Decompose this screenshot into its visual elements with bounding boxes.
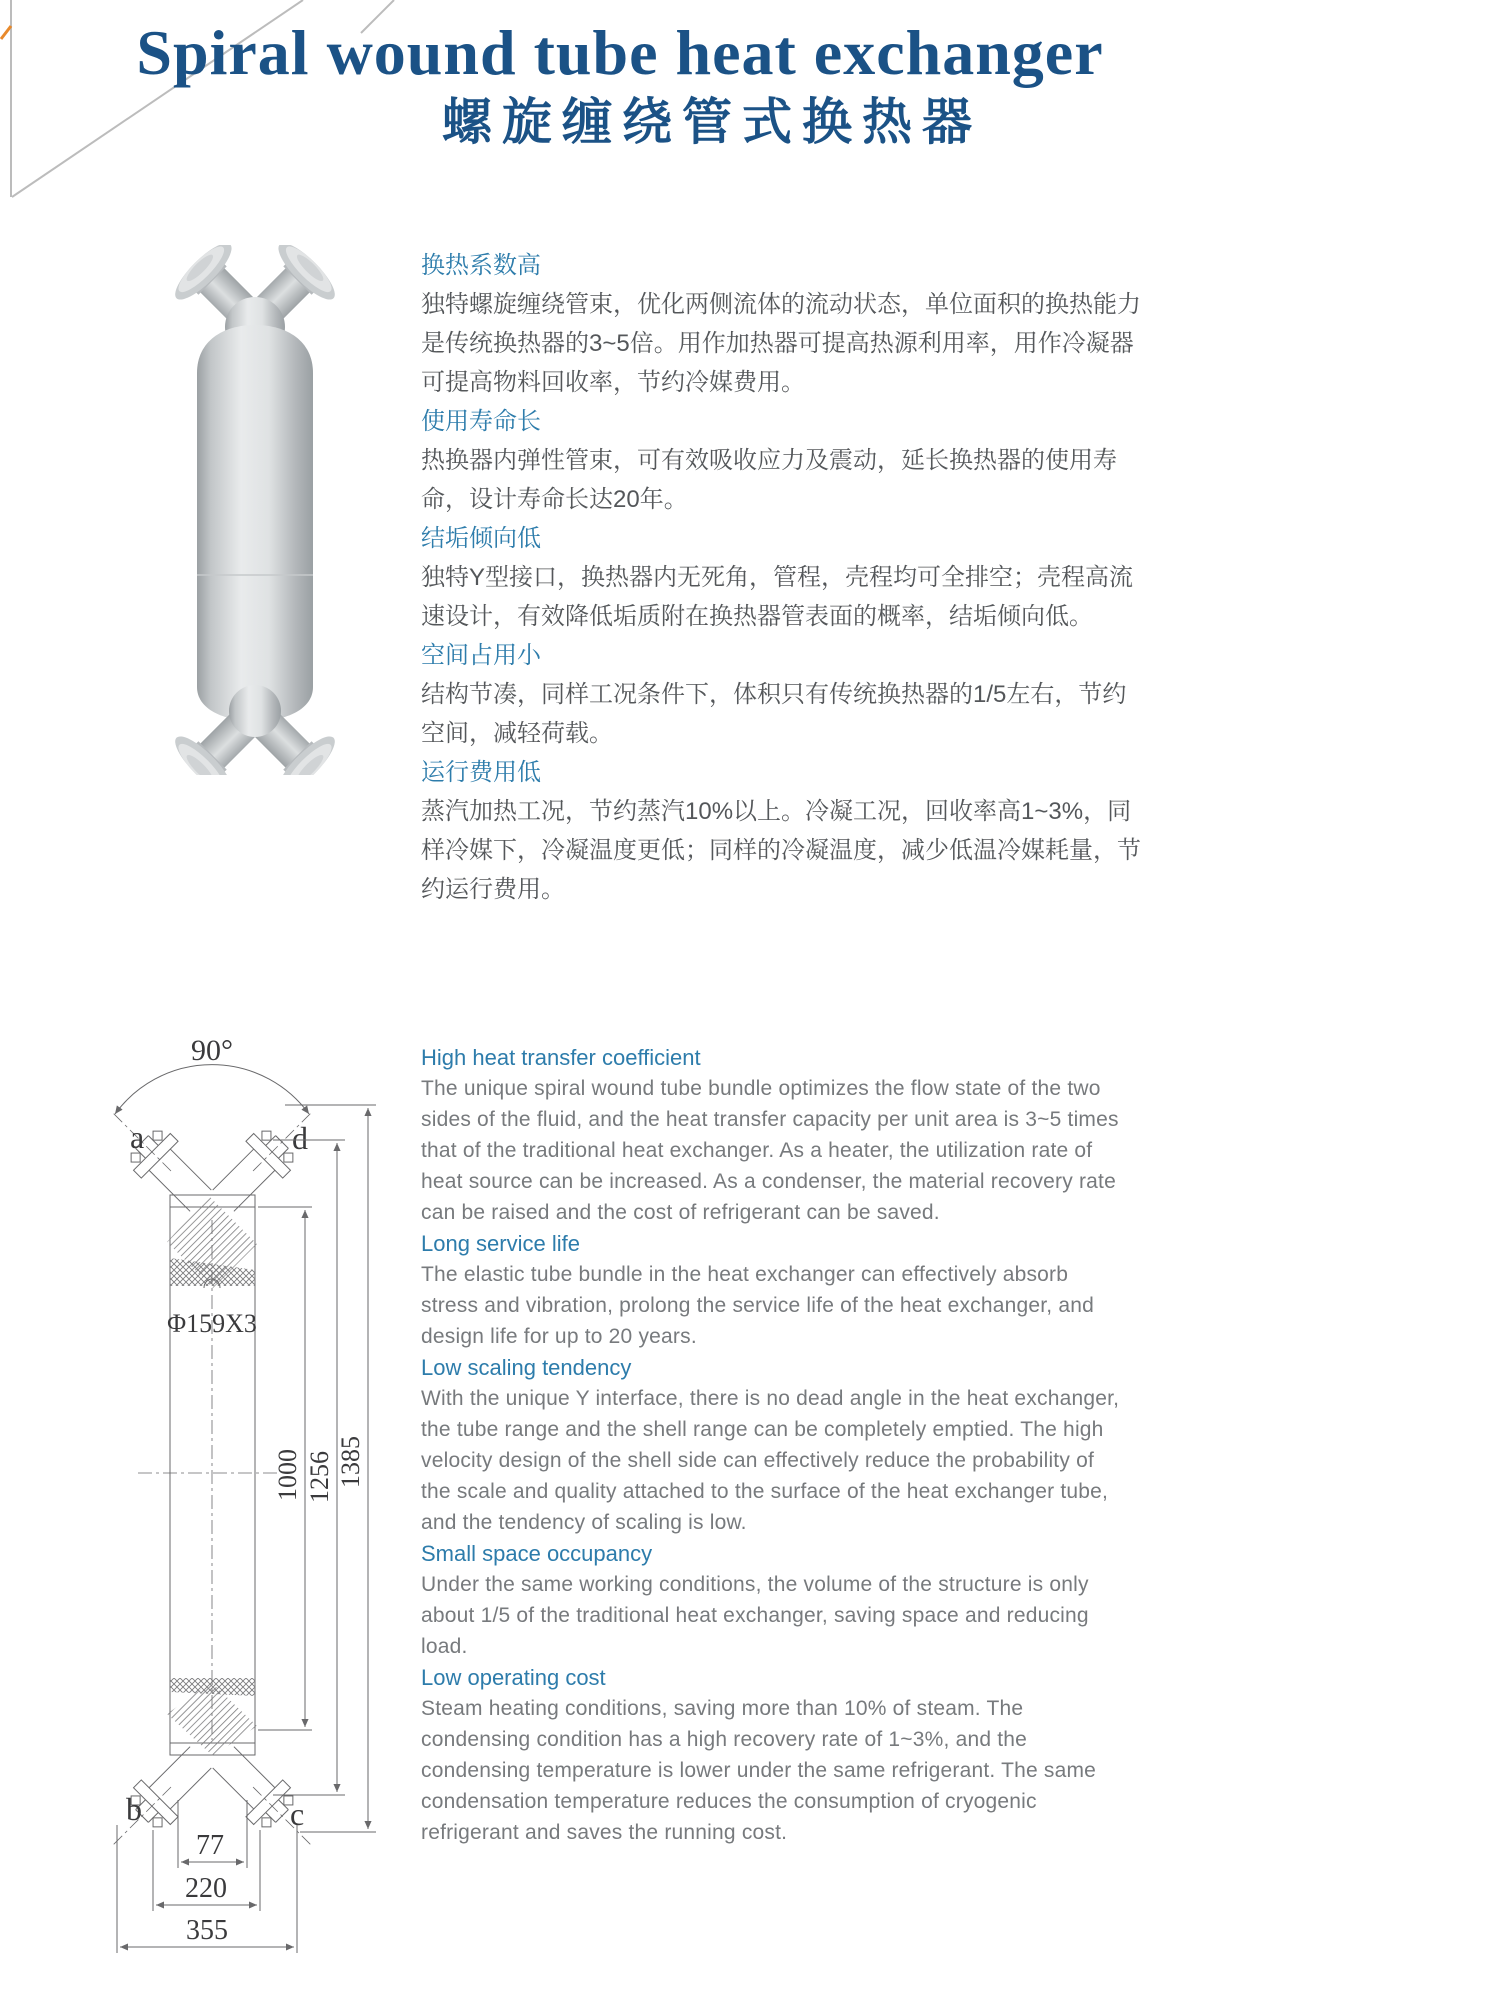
features-zh: [421, 246, 1149, 909]
feature-en-heading: High heat transfer coefficient: [421, 1045, 701, 1070]
feature-en: [421, 1228, 1127, 1352]
feature-zh-body: 蒸汽加热工况，节约蒸汽10%以上。冷凝工况，回收率高1~3%，同样冷媒下，冷凝温度更低；同样的冷凝温度，减少低温冷媒耗量，节约运行费用。: [421, 798, 1141, 903]
feature-en: [421, 1042, 1127, 1228]
feature-zh-heading: 使用寿命长: [421, 408, 541, 435]
tube-spec-label: Φ159X3: [167, 1309, 257, 1338]
dim-220: 220: [185, 1873, 227, 1904]
feature-en-body: Steam heating conditions, saving more than 10% of steam. The condensing condition has a high recovery rate of 1~3%, and the condensing temperature is lower under the same refrigerant. The same condensation temperature reduces the consumption of cryogenic refrigerant and saves the running cost.: [421, 1697, 1097, 1844]
feature-zh-heading: 结垢倾向低: [421, 525, 541, 552]
feature-zh: [421, 753, 1149, 909]
feature-en-body: The unique spiral wound tube bundle optimizes the flow state of the two sides of the fluid, and the heat transfer capacity per unit area is 3~5 times that of the traditional heat exchanger. As a heater, the utilization rate of heat source can be increased. As a condenser, the material recovery rate can be raised and the cost of refrigerant can be saved.: [421, 1077, 1119, 1224]
feature-zh-body: 热换器内弹性管束，可有效吸收应力及震动，延长换热器的使用寿命，设计寿命长达20年。: [421, 447, 1117, 513]
feature-en-body: With the unique Y interface, there is no dead angle in the heat exchanger, the tube range and the shell range can be completely emptied. The high velocity design of the shell side can effectively reduce the probability of the scale and quality attached to the surface of the heat exchanger tube, and the tendency of scaling is low.: [421, 1387, 1120, 1534]
height-dimensions: [258, 1105, 376, 1832]
angle-dimension: [115, 1034, 309, 1114]
page-title: Spiral wound tube heat exchanger: [136, 17, 1104, 88]
dim-355: 355: [186, 1915, 228, 1946]
page-subtitle: 螺旋缠绕管式换热器: [442, 94, 982, 150]
feature-zh-body: 结构节凑，同样工况条件下，体积只有传统换热器的1/5左右，节约空间，减轻荷载。: [421, 681, 1127, 747]
feature-zh-heading: 空间占用小: [421, 642, 541, 669]
feature-en-heading: Small space occupancy: [421, 1541, 653, 1566]
feature-zh-body: 独特Y型接口，换热器内无死角，管程，壳程均可全排空；壳程高流速设计，有效降低垢质附在换热器管表面的概率，结垢倾向低。: [421, 564, 1134, 630]
feature-zh: [421, 519, 1149, 636]
drawing-shell: [138, 1195, 277, 1756]
feature-en: [421, 1662, 1127, 1848]
feature-en-heading: Long service life: [421, 1231, 580, 1256]
nozzle-label-a: a: [130, 1119, 145, 1155]
angle-label: 90°: [191, 1034, 233, 1067]
dim-77: 77: [196, 1830, 224, 1861]
vessel-bottom-nozzles: [168, 685, 342, 775]
feature-en: [421, 1538, 1127, 1662]
vessel-shell: [197, 325, 313, 721]
feature-en: [421, 1352, 1127, 1538]
feature-zh: [421, 636, 1149, 753]
product-photo: [140, 245, 370, 775]
nozzle-label-c: c: [290, 1796, 305, 1832]
nozzle-label-d: d: [292, 1120, 308, 1156]
feature-en-heading: Low operating cost: [421, 1665, 606, 1690]
feature-en-body: Under the same working conditions, the volume of the structure is only about 1/5 of the traditional heat exchanger, saving space and reducing load.: [421, 1573, 1089, 1658]
feature-zh-heading: 运行费用低: [421, 759, 541, 786]
feature-en-body: The elastic tube bundle in the heat exchanger can effectively absorb stress and vibration, prolong the service life of the heat exchanger, and design life for up to 20 years.: [421, 1263, 1095, 1348]
nozzle-label-b: b: [126, 1791, 142, 1827]
dim-1385: 1385: [336, 1436, 365, 1488]
feature-zh: [421, 246, 1149, 402]
feature-zh-heading: 换热系数高: [421, 252, 541, 279]
dim-1000: 1000: [273, 1449, 302, 1501]
technical-drawing: [60, 1030, 400, 1970]
features-en: [421, 1042, 1127, 1848]
feature-en-heading: Low scaling tendency: [421, 1355, 632, 1380]
feature-zh: [421, 402, 1149, 519]
dim-1256: 1256: [305, 1451, 334, 1503]
feature-zh-body: 独特螺旋缠绕管束，优化两侧流体的流动状态，单位面积的换热能力是传统换热器的3~5倍。用作加热器可提高热源利用率，用作冷凝器可提高物料回收率，节约冷媒费用。: [421, 291, 1141, 396]
